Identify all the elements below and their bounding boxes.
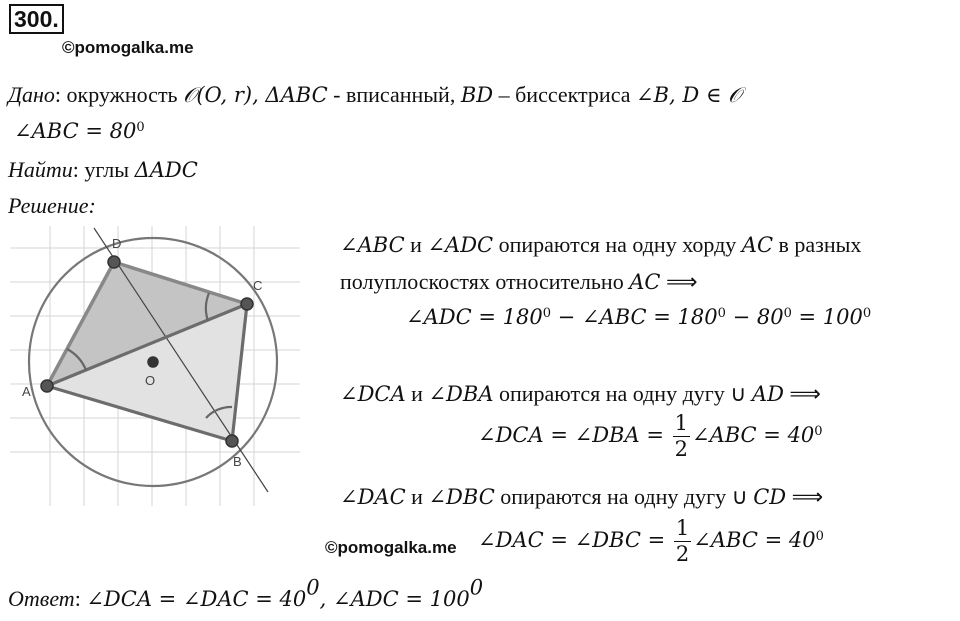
- step1-line2: полуплоскостях относительно AC ⟹: [340, 269, 698, 294]
- answer-label: Ответ: [8, 586, 75, 611]
- label-c: C: [253, 278, 263, 293]
- watermark-top: ©pomogalka.me: [62, 38, 194, 57]
- geometry-figure: [10, 226, 310, 508]
- step1-line1: ∠ABC и ∠ADC опираются на одну хорду AC в разных: [340, 232, 862, 257]
- step2-line: ∠DCA и ∠DBA опираются на одну дугу ∪ AD ⟹: [340, 381, 821, 406]
- label-b: B: [233, 454, 242, 469]
- answer-line: Ответ: ∠DCA = ∠DAC = $40^0$, ∠ADC = $100^0$: [8, 575, 484, 611]
- find-line: Найти: углы ΔADC: [8, 157, 198, 182]
- problem-number: 300.: [9, 4, 64, 34]
- label-o: O: [145, 373, 156, 388]
- point-b: [226, 435, 238, 447]
- fraction-half-2: $\frac{1}{2}$: [675, 516, 690, 566]
- point-a: [41, 380, 53, 392]
- solution-label: Решение:: [8, 193, 96, 218]
- equation-dac: ∠DAC = ∠DBC = $\frac{1}{2}$ ∠ABC = $40^0$: [478, 516, 824, 566]
- point-c: [241, 298, 253, 310]
- watermark-bottom: ©pomogalka.me: [325, 538, 457, 557]
- given-label: Дано: [8, 82, 55, 107]
- find-label: Найти: [8, 157, 73, 182]
- label-a: A: [22, 384, 31, 399]
- angle-condition: ∠B, D ∈ 𝒪: [636, 83, 742, 107]
- equation-adc: ∠ADC = $180^0$ − ∠ABC = $180^0 - 80^0 = 100^0$: [406, 305, 872, 329]
- given-angle: ∠ABC = $80^0$: [14, 119, 145, 143]
- circle-notation: 𝒪(O, r), ΔABC: [183, 83, 328, 107]
- equation-dca: ∠DCA = ∠DBA = $\frac{1}{2}$ ∠ABC = $40^0$: [478, 411, 823, 461]
- fraction-half: $\frac{1}{2}$: [674, 411, 688, 461]
- given-line: Дано: окружность 𝒪(O, r), ΔABC - вписанный, BD – биссектриса ∠B, D ∈ 𝒪: [8, 82, 742, 107]
- point-o: [148, 357, 158, 367]
- step3-line: ∠DAC и ∠DBC опираются на одну дугу ∪ CD ⟹: [340, 484, 824, 509]
- label-d: D: [112, 236, 122, 251]
- point-d: [108, 256, 120, 268]
